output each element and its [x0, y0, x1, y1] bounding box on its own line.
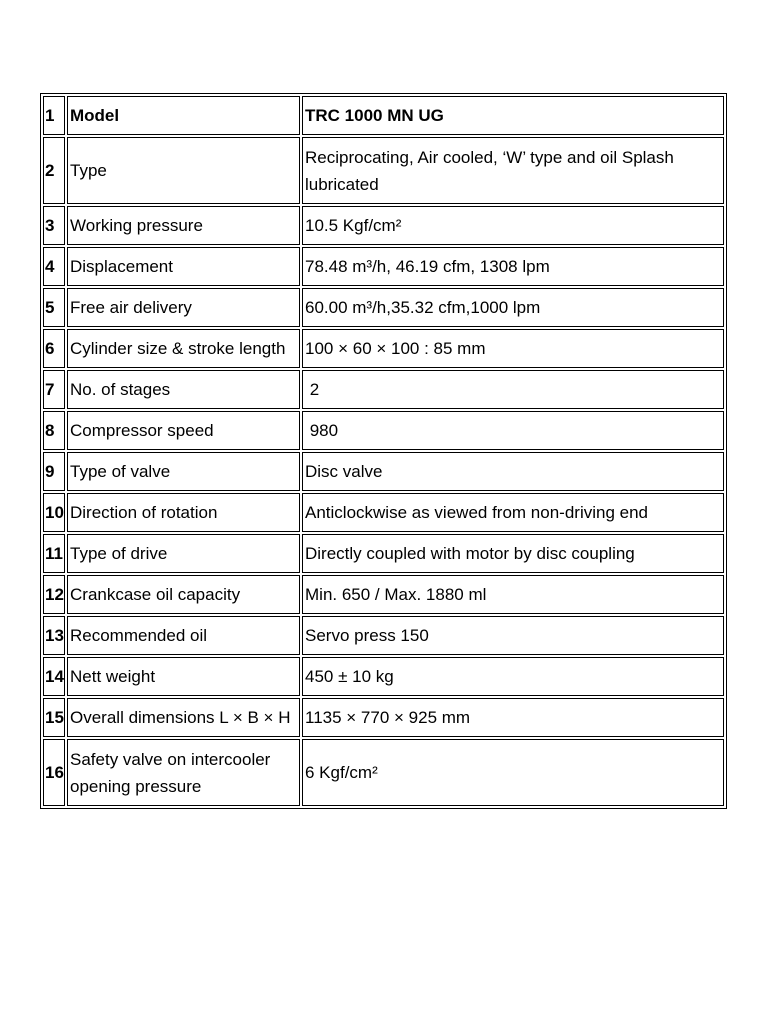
table-row [43, 452, 724, 491]
property-value: Min. 650 / Max. 1880 ml [302, 575, 724, 614]
property-name: Overall dimensions L × B × H [67, 698, 300, 737]
table-row [43, 247, 724, 286]
property-name: Direction of rotation [67, 493, 300, 532]
row-number: 12 [43, 575, 65, 614]
table-row [43, 616, 724, 655]
table-row [43, 411, 724, 450]
row-number: 2 [43, 137, 65, 204]
spec-table [40, 93, 727, 809]
table-row [43, 288, 724, 327]
property-name: Type of drive [67, 534, 300, 573]
row-number: 10 [43, 493, 65, 532]
property-name: Safety valve on intercooler opening pressure [67, 739, 300, 806]
table-row [43, 137, 724, 204]
property-name: Nett weight [67, 657, 300, 696]
table-row [43, 698, 724, 737]
table-row [43, 739, 724, 806]
property-value: 60.00 m³/h,35.32 cfm,1000 lpm [302, 288, 724, 327]
property-value: 1135 × 770 × 925 mm [302, 698, 724, 737]
property-value: Anticlockwise as viewed from non-driving end [302, 493, 724, 532]
property-value: Reciprocating, Air cooled, ‘W’ type and oil Splash lubricated [302, 137, 724, 204]
row-number: 7 [43, 370, 65, 409]
property-value: 100 × 60 × 100 : 85 mm [302, 329, 724, 368]
property-value: 2 [302, 370, 724, 409]
table-row [43, 96, 724, 135]
property-name: Free air delivery [67, 288, 300, 327]
property-name: Crankcase oil capacity [67, 575, 300, 614]
property-value: 6 Kgf/cm² [302, 739, 724, 806]
property-name: Type [67, 137, 300, 204]
table-row [43, 493, 724, 532]
row-number: 6 [43, 329, 65, 368]
row-number: 11 [43, 534, 65, 573]
table-row [43, 657, 724, 696]
property-name: Cylinder size & stroke length [67, 329, 300, 368]
row-number: 5 [43, 288, 65, 327]
row-number: 16 [43, 739, 65, 806]
property-name: Working pressure [67, 206, 300, 245]
property-value: 78.48 m³/h, 46.19 cfm, 1308 lpm [302, 247, 724, 286]
property-name: Model [67, 96, 300, 135]
property-value: 450 ± 10 kg [302, 657, 724, 696]
table-row [43, 329, 724, 368]
row-number: 4 [43, 247, 65, 286]
property-name: Recommended oil [67, 616, 300, 655]
property-name: No. of stages [67, 370, 300, 409]
property-name: Type of valve [67, 452, 300, 491]
table-row [43, 370, 724, 409]
row-number: 1 [43, 96, 65, 135]
row-number: 9 [43, 452, 65, 491]
table-row [43, 575, 724, 614]
spec-table-body [43, 96, 724, 806]
row-number: 14 [43, 657, 65, 696]
table-row [43, 206, 724, 245]
property-value: Servo press 150 [302, 616, 724, 655]
row-number: 13 [43, 616, 65, 655]
row-number: 3 [43, 206, 65, 245]
row-number: 8 [43, 411, 65, 450]
property-value: TRC 1000 MN UG [302, 96, 724, 135]
property-value: 10.5 Kgf/cm² [302, 206, 724, 245]
property-value: 980 [302, 411, 724, 450]
property-name: Compressor speed [67, 411, 300, 450]
table-row [43, 534, 724, 573]
property-name: Displacement [67, 247, 300, 286]
property-value: Directly coupled with motor by disc coupling [302, 534, 724, 573]
row-number: 15 [43, 698, 65, 737]
property-value: Disc valve [302, 452, 724, 491]
